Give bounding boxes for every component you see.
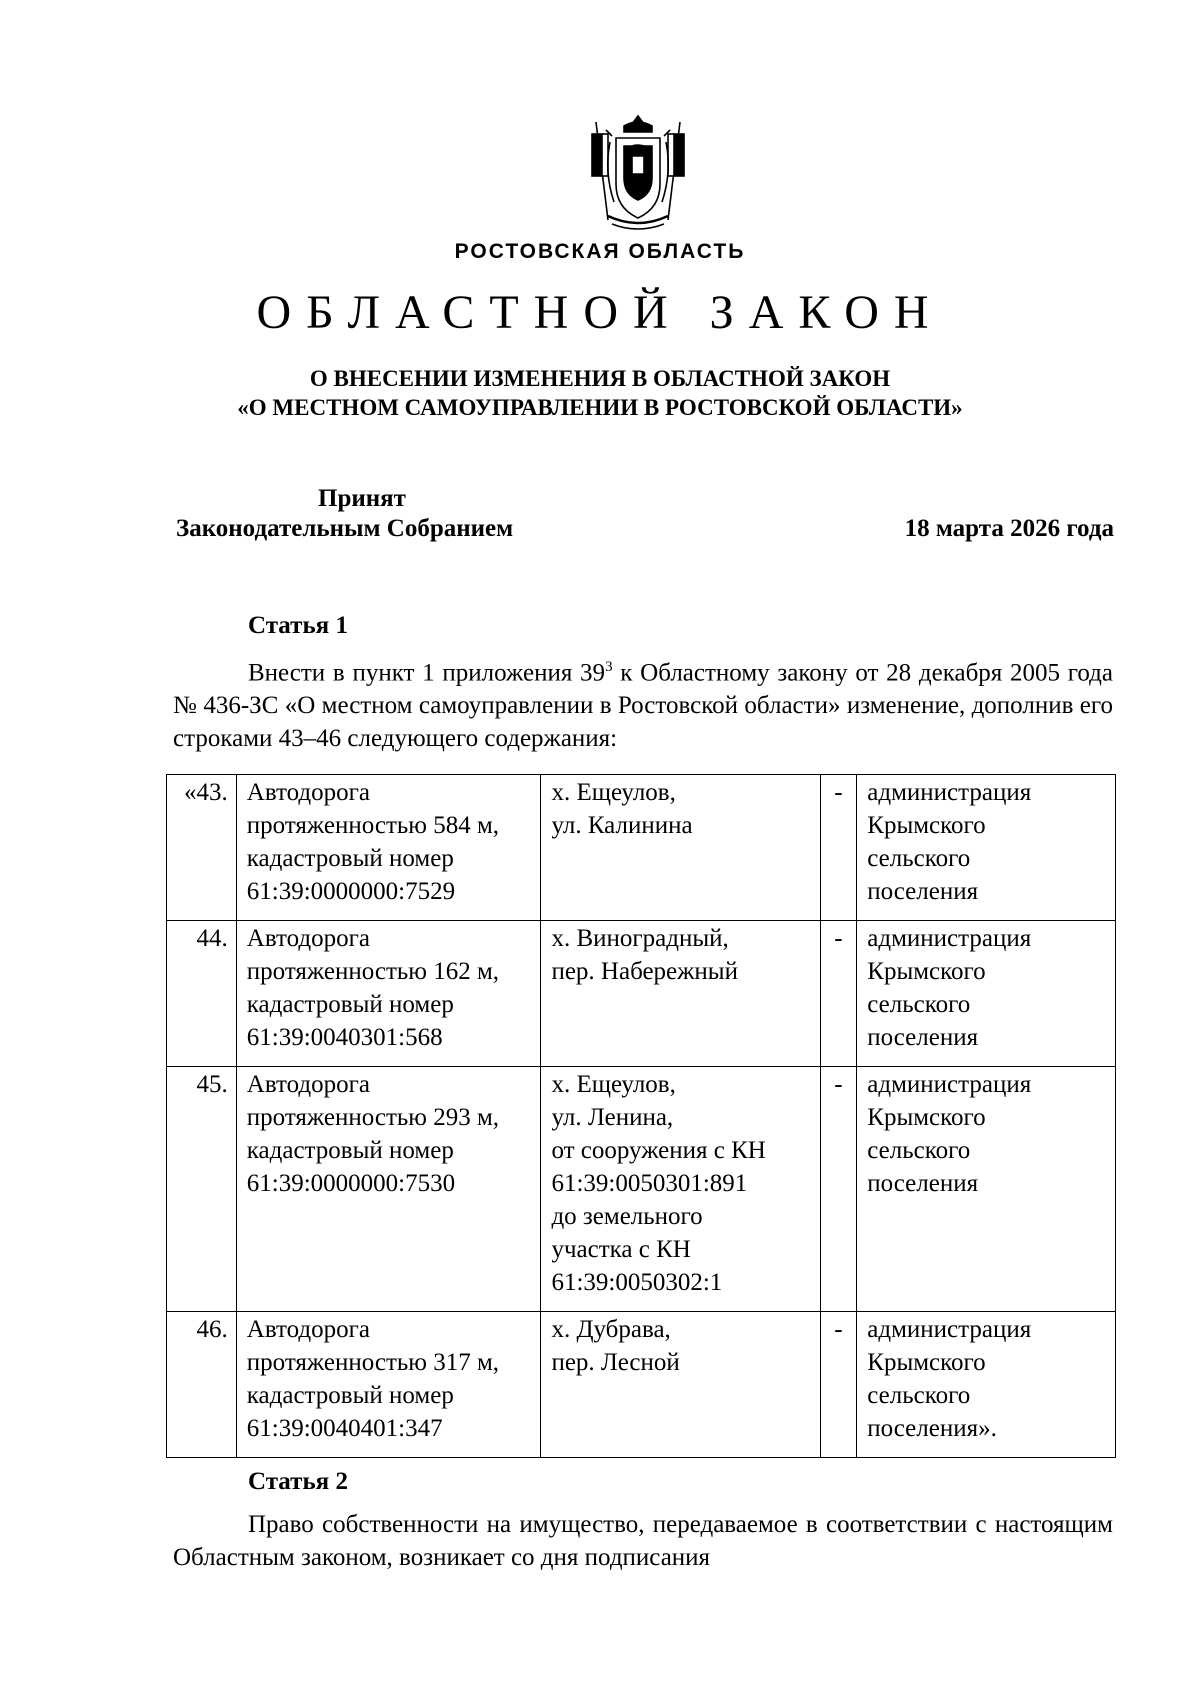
object-location-line: до земельного (551, 1203, 703, 1230)
object-location-line: х. Ещеулов, (551, 1071, 676, 1098)
object-description-line: Автодорога (246, 1071, 370, 1098)
object-location-line: пер. Лесной (551, 1349, 680, 1376)
object-location (541, 1067, 820, 1312)
superscript: 3 (605, 659, 613, 675)
article-1-text-start: Внести в пункт 1 приложения 39 (248, 659, 606, 687)
object-location (541, 775, 820, 921)
adoption-label: Принят (318, 485, 406, 512)
recipient-organization-line: поселения». (867, 1415, 997, 1442)
object-location-line: 61:39:0050301:891 (551, 1170, 748, 1197)
article-1-heading: Статья 1 (248, 612, 348, 639)
empty-marker: - (820, 1312, 857, 1458)
recipient-organization (857, 775, 1116, 921)
object-location-line: ул. Ленина, (551, 1104, 674, 1131)
object-location-line: 61:39:0050302:1 (551, 1269, 723, 1296)
row-number: 46. (167, 1312, 237, 1458)
recipient-organization (857, 921, 1116, 1067)
object-description-line: Автодорога (246, 925, 370, 952)
recipient-organization-line: Крымского (867, 958, 986, 985)
empty-marker: - (820, 921, 857, 1067)
coat-of-arms-icon (588, 112, 688, 236)
row-number: «43. (167, 775, 237, 921)
row-number: 44. (167, 921, 237, 1067)
recipient-organization-line: поселения (867, 1170, 979, 1197)
object-description-line: Автодорога (246, 779, 370, 806)
object-description-line: 61:39:0040301:568 (246, 1024, 443, 1051)
article-1-text (173, 651, 1113, 755)
recipient-organization-line: сельского (867, 1137, 971, 1164)
object-location-line: х. Виноградный, (551, 925, 729, 952)
object-description (236, 1067, 541, 1312)
object-location-line: х. Дубрава, (551, 1316, 671, 1343)
recipient-organization-line: администрация (867, 779, 1032, 806)
empty-marker: - (820, 1067, 857, 1312)
article-1-text-end: к Областному закону от 28 декабря 2005 года № 436-ЗС «О местном самоуправлении в Ростовской области» изменение, дополнив его строками 43–46 следующего содержания: (173, 659, 1113, 753)
row-number: 45. (167, 1067, 237, 1312)
object-description-line: 61:39:0000000:7529 (246, 878, 456, 905)
recipient-organization-line: поселения (867, 1024, 979, 1051)
recipient-organization-line: администрация (867, 1071, 1032, 1098)
recipient-organization-line: Крымского (867, 812, 986, 839)
empty-marker: - (820, 775, 857, 921)
object-description (236, 1312, 541, 1458)
object-location (541, 1312, 820, 1458)
object-description-line: 61:39:0040401:347 (246, 1415, 443, 1442)
document-type: ОБЛАСТНОЙ ЗАКОН (256, 286, 944, 339)
law-title-line: «О МЕСТНОМ САМОУПРАВЛЕНИИ В РОСТОВСКОЙ ОБЛАСТИ» (237, 395, 963, 420)
object-location-line: пер. Набережный (551, 958, 738, 985)
article-2-text: Право собственности на имущество, передаваемое в соответствии с настоящим Областным законом, возникает со дня подписания (173, 1511, 1113, 1571)
table-row (167, 1067, 1116, 1312)
object-description-line: кадастровый номер (246, 1382, 454, 1409)
object-location-line: от сооружения с КН (551, 1137, 766, 1164)
object-description-line: Автодорога (246, 1316, 370, 1343)
adoption-date: 18 марта 2026 года (904, 515, 1114, 542)
object-description-line: 61:39:0000000:7530 (246, 1170, 456, 1197)
object-location-line: х. Ещеулов, (551, 779, 676, 806)
law-title-line: О ВНЕСЕНИИ ИЗМЕНЕНИЯ В ОБЛАСТНОЙ ЗАКОН (309, 366, 891, 391)
recipient-organization-line: сельского (867, 991, 971, 1018)
adoption-body: Законодательным Собранием (176, 515, 514, 542)
table-row (167, 1312, 1116, 1458)
table-row (167, 775, 1116, 921)
object-description (236, 921, 541, 1067)
recipient-organization-line: сельского (867, 1382, 971, 1409)
recipient-organization (857, 1312, 1116, 1458)
object-description-line: протяженностью 162 м, (246, 958, 500, 985)
object-description-line: протяженностью 293 м, (246, 1104, 500, 1131)
object-location-line: участка с КН (551, 1236, 691, 1263)
object-description-line: протяженностью 317 м, (246, 1349, 500, 1376)
table-row (167, 921, 1116, 1067)
object-location (541, 921, 820, 1067)
recipient-organization-line: поселения (867, 878, 979, 905)
object-description (236, 775, 541, 921)
recipient-organization-line: Крымского (867, 1349, 986, 1376)
article-2-heading: Статья 2 (248, 1468, 348, 1495)
object-description-line: кадастровый номер (246, 991, 454, 1018)
region-name: РОСТОВСКАЯ ОБЛАСТЬ (454, 240, 746, 263)
recipient-organization-line: администрация (867, 1316, 1032, 1343)
object-location-line: ул. Калинина (551, 812, 693, 839)
object-description-line: протяженностью 584 м, (246, 812, 500, 839)
amendment-table (166, 774, 1116, 1458)
recipient-organization-line: администрация (867, 925, 1032, 952)
recipient-organization-line: сельского (867, 845, 971, 872)
recipient-organization (857, 1067, 1116, 1312)
object-description-line: кадастровый номер (246, 1137, 454, 1164)
object-description-line: кадастровый номер (246, 845, 454, 872)
law-title (0, 364, 1200, 422)
recipient-organization-line: Крымского (867, 1104, 986, 1131)
